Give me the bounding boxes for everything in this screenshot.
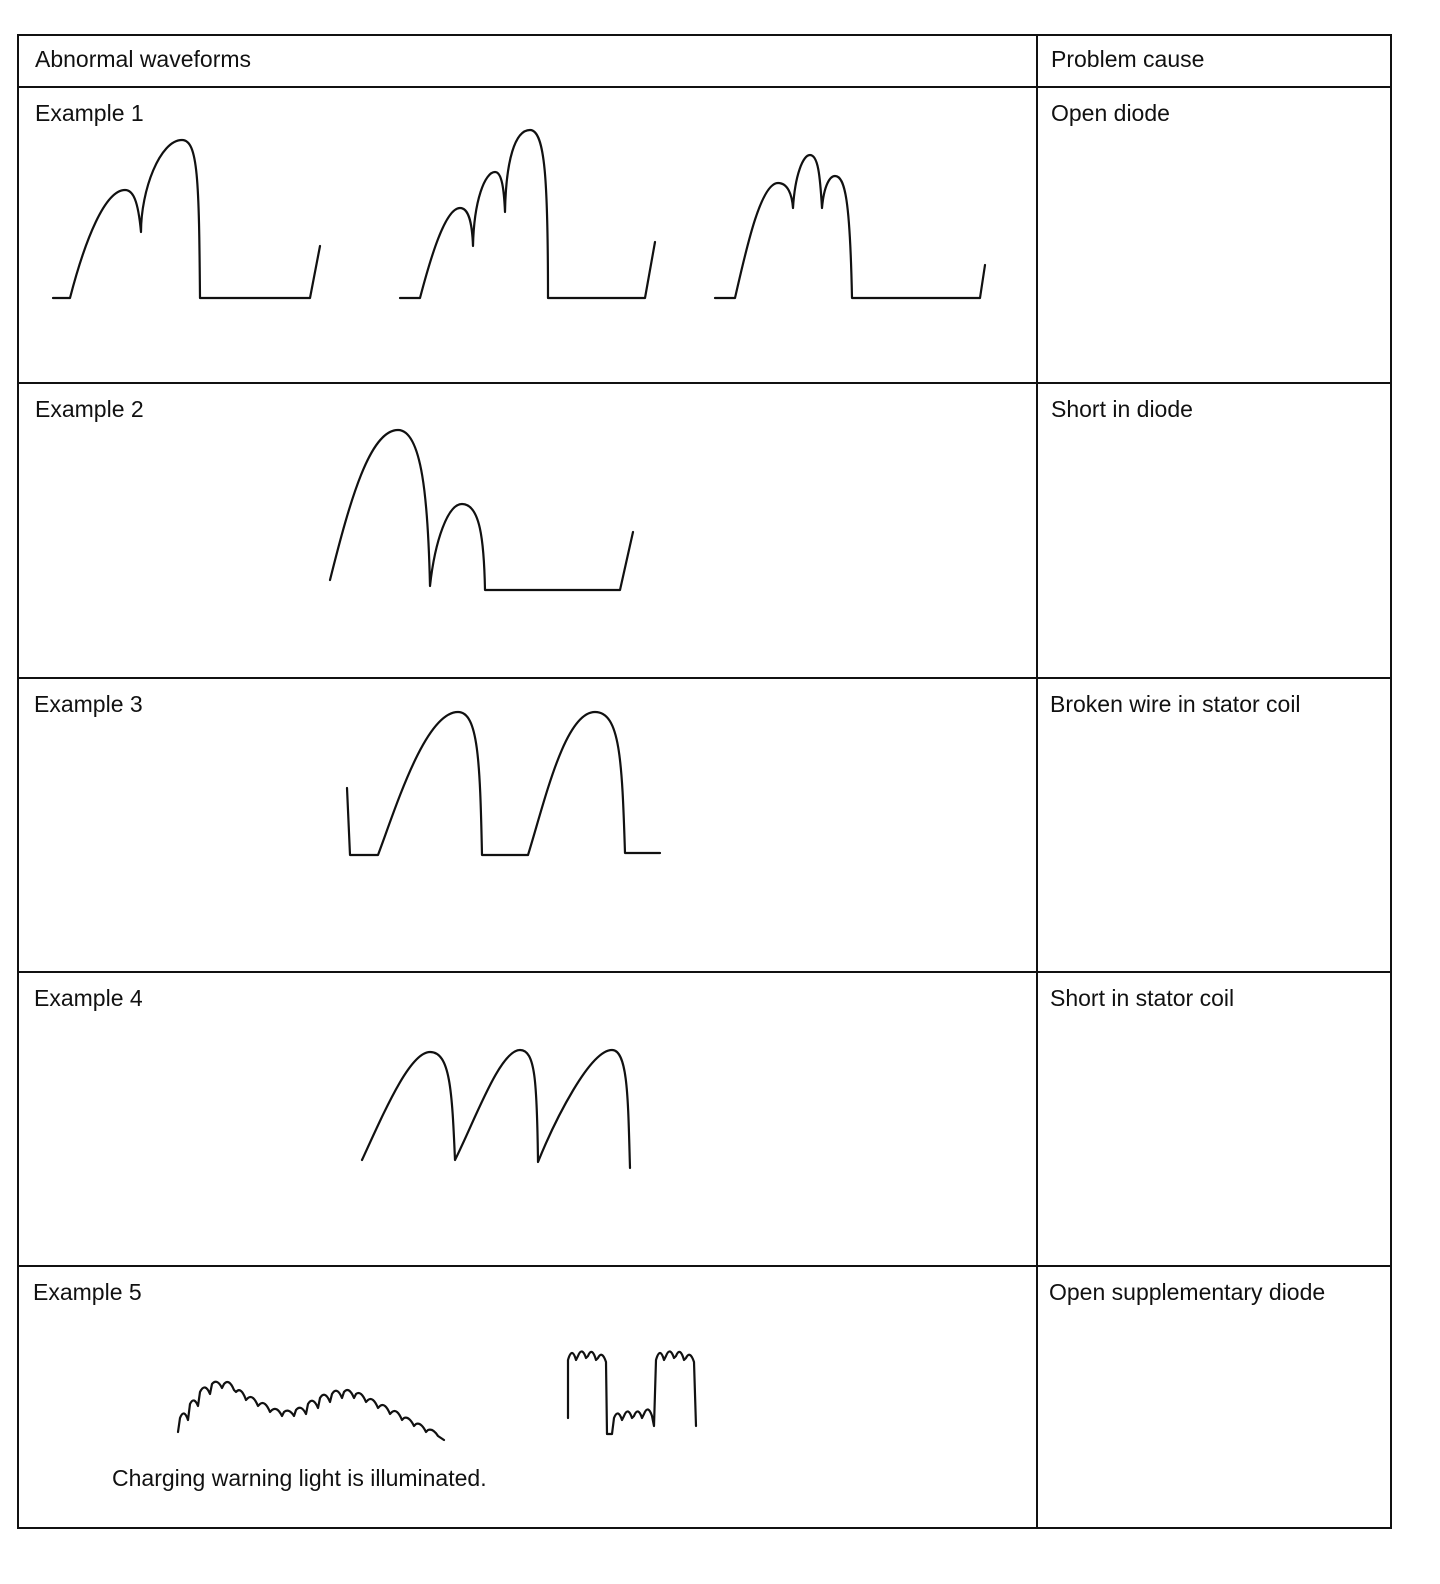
example-1-label: Example 1 — [35, 100, 144, 126]
example-2-cause: Short in diode — [1051, 396, 1193, 422]
example-4-label: Example 4 — [34, 985, 143, 1011]
example-3-waveform — [347, 712, 660, 855]
example-5-label: Example 5 — [33, 1279, 142, 1305]
example-2-label: Example 2 — [35, 396, 144, 422]
example-2-waveform — [330, 430, 633, 590]
example-1-waveform-c — [715, 155, 985, 298]
example-5-waveform-a — [178, 1382, 444, 1440]
example-3-cause: Broken wire in stator coil — [1050, 691, 1301, 717]
example-1-waveform-a — [53, 140, 320, 298]
example-5-waveform-b — [568, 1351, 696, 1434]
example-3-label: Example 3 — [34, 691, 143, 717]
example-5-cause: Open supplementary diode — [1049, 1279, 1326, 1305]
example-4-waveform — [362, 1050, 630, 1168]
example-5-note: Charging warning light is illuminated. — [112, 1465, 487, 1491]
header-waveforms: Abnormal waveforms — [35, 46, 252, 72]
example-4-cause: Short in stator coil — [1050, 985, 1235, 1011]
example-1-cause: Open diode — [1051, 100, 1170, 126]
header-cause: Problem cause — [1051, 46, 1205, 72]
example-1-waveform-b — [400, 130, 655, 298]
